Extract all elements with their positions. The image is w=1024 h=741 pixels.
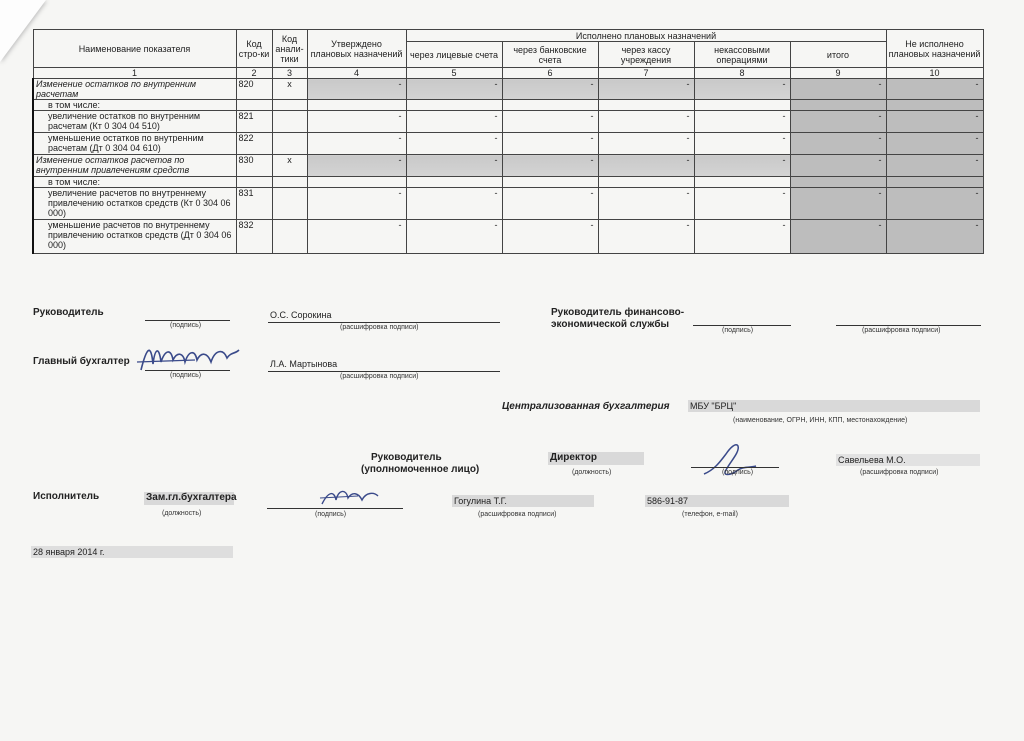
cell-value: -: [886, 220, 983, 254]
cell-value: -: [406, 79, 502, 100]
header-approved: Утверждено плановых назначений: [307, 30, 406, 68]
cell-value: -: [406, 188, 502, 220]
fin-head-label: Руководитель финансово-экономической службы: [551, 307, 685, 330]
cell-value: -: [694, 79, 790, 100]
table-row: [33, 220, 983, 254]
position-value: Директор: [548, 452, 644, 465]
table-row: [33, 155, 983, 177]
chief-decode-caption: (расшифровка подписи): [340, 373, 419, 380]
row-name: увеличение расчетов по внутреннему привлечению остатков средств (Кт 0 304 06 000): [33, 188, 236, 220]
head-sign-line: [145, 320, 230, 321]
head-name-line: [268, 322, 500, 323]
cell-value: -: [307, 155, 406, 177]
row-name: уменьшение остатков по внутренним расчетам (Дт 0 304 04 610): [33, 133, 236, 155]
cell-value: -: [694, 220, 790, 254]
phone-caption: (телефон, e-mail): [682, 511, 738, 518]
fin-decode-caption: (расшифровка подписи): [862, 327, 941, 334]
cell-value: -: [502, 188, 598, 220]
fin-sign-line: [693, 325, 791, 326]
cell-value: -: [502, 220, 598, 254]
cell-value: -: [886, 79, 983, 100]
col-number: 2: [236, 68, 272, 79]
col-number: 9: [790, 68, 886, 79]
cell-value: -: [307, 79, 406, 100]
auth-sign-line: [691, 467, 779, 468]
cell-value: -: [790, 111, 886, 133]
table-row: [33, 133, 983, 155]
cell-value: -: [598, 155, 694, 177]
cell-value: -: [790, 188, 886, 220]
row-code: 822: [236, 133, 272, 155]
cell-value: -: [307, 111, 406, 133]
header-through-bank: через банковские счета: [502, 42, 598, 68]
cell-value: -: [694, 133, 790, 155]
table-row: [33, 111, 983, 133]
cell-value: -: [886, 155, 983, 177]
central-label: Централизованная бухгалтерия: [502, 401, 670, 412]
cell-value: -: [307, 220, 406, 254]
chief-sign-line: [145, 370, 230, 371]
row-name: Изменение остатков расчетов по внутренним привлечениям средств: [33, 155, 236, 177]
row-name: уменьшение расчетов по внутреннему привлечению остатков средств (Дт 0 304 06 000): [33, 220, 236, 254]
cell-value: -: [598, 133, 694, 155]
header-through-personal: через лицевые счета: [406, 42, 502, 68]
header-code-anal: Код анали-тики: [272, 30, 307, 68]
cell-value: -: [886, 188, 983, 220]
cell-value: -: [790, 220, 886, 254]
cell-value: -: [886, 133, 983, 155]
header-not-executed: Не исполнено плановых назначений: [886, 30, 983, 68]
chief-sign-caption: (подпись): [170, 372, 202, 379]
cell-value: -: [694, 111, 790, 133]
row-code: 820: [236, 79, 272, 100]
table-row: [33, 100, 983, 111]
head-sign-caption: (подпись): [170, 322, 202, 329]
cell-value: -: [502, 155, 598, 177]
auth-head-sublabel: (уполномоченное лицо): [361, 464, 480, 475]
header-noncash: некассовыми операциями: [694, 42, 790, 68]
fin-name-line: [836, 325, 981, 326]
cell-value: -: [790, 155, 886, 177]
cell-value: -: [406, 220, 502, 254]
auth-head-label: Руководитель: [371, 452, 442, 463]
col-number: 5: [406, 68, 502, 79]
cell-value: -: [886, 111, 983, 133]
executor-label: Исполнитель: [33, 491, 100, 502]
executor-position-caption: (должность): [162, 510, 202, 517]
col-number: 6: [502, 68, 598, 79]
table-row: [33, 188, 983, 220]
executor-phone: 586-91-87: [645, 495, 789, 507]
chief-acc-name: Л.А. Мартынова: [270, 359, 338, 369]
auth-decode-caption: (расшифровка подписи): [860, 469, 939, 476]
header-executed-group: Исполнено плановых назначений: [406, 30, 886, 42]
cell-value: -: [790, 79, 886, 100]
row-name: в том числе:: [33, 177, 236, 188]
cell-value: -: [406, 133, 502, 155]
position-caption: (должность): [572, 469, 612, 476]
head-decode-caption: (расшифровка подписи): [340, 324, 419, 331]
chief-name-line: [268, 371, 500, 372]
auth-sign-caption: (подпись): [722, 469, 754, 476]
cell-value: -: [694, 155, 790, 177]
cell-value: -: [790, 133, 886, 155]
report-table: [32, 29, 984, 254]
cell-value: -: [694, 188, 790, 220]
cell-value: -: [598, 79, 694, 100]
row-name: Изменение остатков по внутренним расчетам: [33, 79, 236, 100]
col-number: 4: [307, 68, 406, 79]
row-anal: x: [272, 155, 307, 177]
head-label: Руководитель: [33, 307, 104, 318]
cell-value: -: [307, 188, 406, 220]
row-anal: x: [272, 79, 307, 100]
header-code-row: Код стро-ки: [236, 30, 272, 68]
table-row: [33, 177, 983, 188]
executor-sign-caption: (подпись): [315, 511, 347, 518]
col-number: 7: [598, 68, 694, 79]
executor-name: Гогулина Т.Г.: [452, 495, 594, 507]
row-name: в том числе:: [33, 100, 236, 111]
row-name: увеличение остатков по внутренним расчетам (Кт 0 304 04 510): [33, 111, 236, 133]
executor-sign-line: [267, 508, 403, 509]
central-name: МБУ "БРЦ": [688, 400, 980, 412]
table-row: [33, 79, 983, 100]
row-code: 832: [236, 220, 272, 254]
col-number: 10: [886, 68, 983, 79]
cell-value: -: [598, 220, 694, 254]
head-name: О.С. Сорокина: [270, 310, 332, 320]
cell-value: -: [502, 133, 598, 155]
cell-value: -: [502, 111, 598, 133]
fin-sign-caption: (подпись): [722, 327, 754, 334]
chief-acc-label: Главный бухгалтер: [33, 356, 130, 367]
report-date: 28 января 2014 г.: [31, 546, 233, 558]
col-number: 8: [694, 68, 790, 79]
header-total: итого: [790, 42, 886, 68]
header-through-cash: через кассу учреждения: [598, 42, 694, 68]
row-code: 821: [236, 111, 272, 133]
executor-position: Зам.гл.бухгалтера: [146, 492, 237, 503]
col-number: 1: [33, 68, 236, 79]
col-number: 3: [272, 68, 307, 79]
auth-head-name: Савельева М.О.: [836, 454, 980, 466]
central-caption: (наименование, ОГРН, ИНН, КПП, местонахождение): [733, 417, 908, 424]
row-code: 830: [236, 155, 272, 177]
row-code: 831: [236, 188, 272, 220]
cell-value: -: [598, 111, 694, 133]
cell-value: -: [307, 133, 406, 155]
cell-value: -: [598, 188, 694, 220]
cell-value: -: [406, 111, 502, 133]
cell-value: -: [406, 155, 502, 177]
header-name: Наименование показателя: [33, 30, 236, 68]
executor-decode-caption: (расшифровка подписи): [478, 511, 557, 518]
cell-value: -: [502, 79, 598, 100]
